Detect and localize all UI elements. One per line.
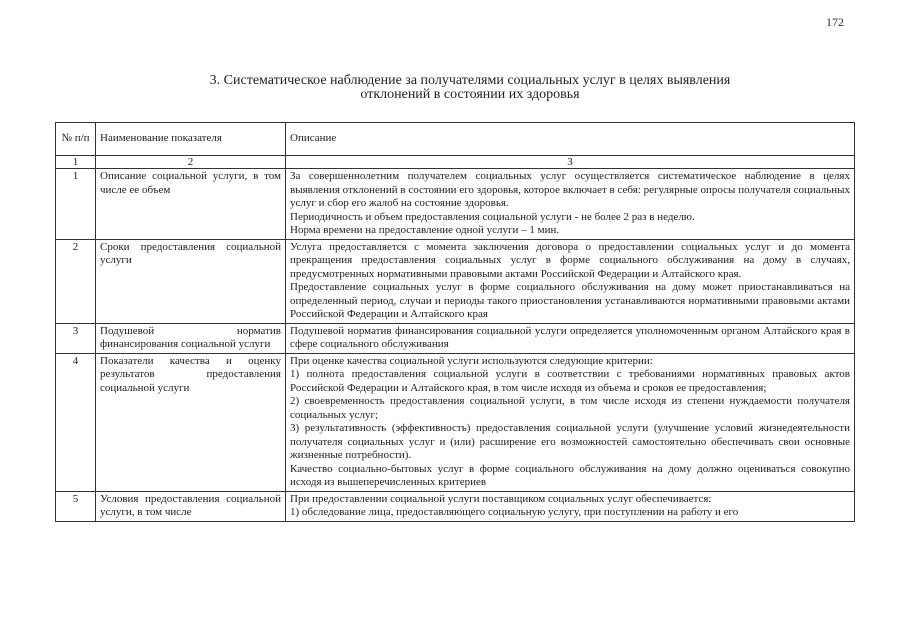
description-paragraph: При оценке качества социальной услуги используются следующие критерии: (290, 354, 653, 367)
column-number: 3 (286, 156, 855, 169)
description-paragraph: Предоставление социальных услуг в форме социального обслуживания на дому может приостанавливаться на определенный период, случаи и периоды такого приостановления устанавливаются нормативными правовыми актами Российской Федерации и Алтайского края (290, 281, 850, 320)
section-title-line-2: отклонений в состоянии их здоровья (360, 87, 580, 102)
header-indicator-name: Наименование показателя (96, 123, 286, 156)
column-number-row (56, 156, 855, 169)
table-row (56, 353, 855, 491)
table-row (56, 169, 855, 240)
header-description: Описание (286, 123, 855, 156)
description-paragraph: Качество социально-бытовых услуг в форме социального обслуживания на дому должно оцениваться совокупно исходя из вышеперечисленных критериев (290, 462, 850, 488)
section-title (120, 74, 820, 102)
row-number: 2 (56, 239, 96, 323)
row-number: 4 (56, 353, 96, 491)
description-paragraph: Периодичность и объем предоставления социальной услуги - не более 2 раз в неделю. (290, 210, 695, 223)
table-header-row (56, 123, 855, 156)
page-number: 172 (826, 15, 844, 29)
table-row (56, 491, 855, 521)
table-row (56, 323, 855, 353)
description (286, 323, 855, 353)
row-number: 1 (56, 169, 96, 240)
header-number: № п/п (56, 123, 96, 156)
column-number: 2 (96, 156, 286, 169)
description (286, 491, 855, 521)
indicator-name: Подушевой норматив финансирования социальной услуги (96, 323, 286, 353)
description-paragraph: За совершеннолетним получателем социальных услуг осуществляется систематическое наблюдение в целях выявления отклонений в состоянии его здоровья, которое включает в себя: регулярные опросы получателя социальных услуг и сбор его жалоб на состояние здоровья. (290, 170, 850, 209)
service-table (55, 122, 855, 522)
description-paragraph: Подушевой норматив финансирования социальной услуги определяется уполномоченным органом Алтайского края в сфере социального обслуживания (290, 324, 850, 350)
row-number: 3 (56, 323, 96, 353)
column-number: 1 (56, 156, 96, 169)
description (286, 169, 855, 240)
description-paragraph: 1) обследование лица, предоставляющего социальную услугу, при поступлении на работу и его (290, 506, 739, 518)
indicator-name: Показатели качества и оценку результатов предоставления социальной услуги (96, 353, 286, 491)
section-title-line-1: 3. Систематическое наблюдение за получателями социальных услуг в целях выявления (209, 73, 731, 88)
description-paragraph: 3) результативность (эффективность) предоставления социальной услуги (улучшение условий жизнедеятельности получателя социальных услуг и (или) расширение его возможностей самостоятельно обеспечивать свои основные жизненные потребности). (290, 422, 850, 461)
description-paragraph: Услуга предоставляется с момента заключения договора о предоставлении социальных услуг и до момента прекращения предоставления социальных услуг в форме социального обслуживания на дому в случаях, предусмотренных нормативными правовыми актами Российской Федерации и Алтайского края. (290, 240, 850, 280)
description (286, 353, 855, 491)
table-row (56, 239, 855, 323)
indicator-name: Описание социальной услуги, в том числе ее объем (96, 169, 286, 240)
row-number: 5 (56, 491, 96, 521)
description-paragraph: 2) своевременность предоставления социальной услуги, в том числе исходя из степени нуждаемости получателя социальных услуг; (290, 395, 850, 421)
description (286, 239, 855, 323)
description-paragraph: 1) полнота предоставления социальной услуги в соответствии с требованиями нормативных правовых актов Российской Федерации и Алтайского края, в том числе исходя из объема и сроков ее предоставления; (290, 368, 850, 394)
indicator-name: Сроки предоставления социальной услуги (96, 239, 286, 323)
description-paragraph: При предоставлении социальной услуги поставщиком социальных услуг обеспечивается: (290, 492, 712, 505)
description-paragraph: Норма времени на предоставление одной услуги – 1 мин. (290, 224, 560, 236)
indicator-name: Условия предоставления социальной услуги, в том числе (96, 491, 286, 521)
